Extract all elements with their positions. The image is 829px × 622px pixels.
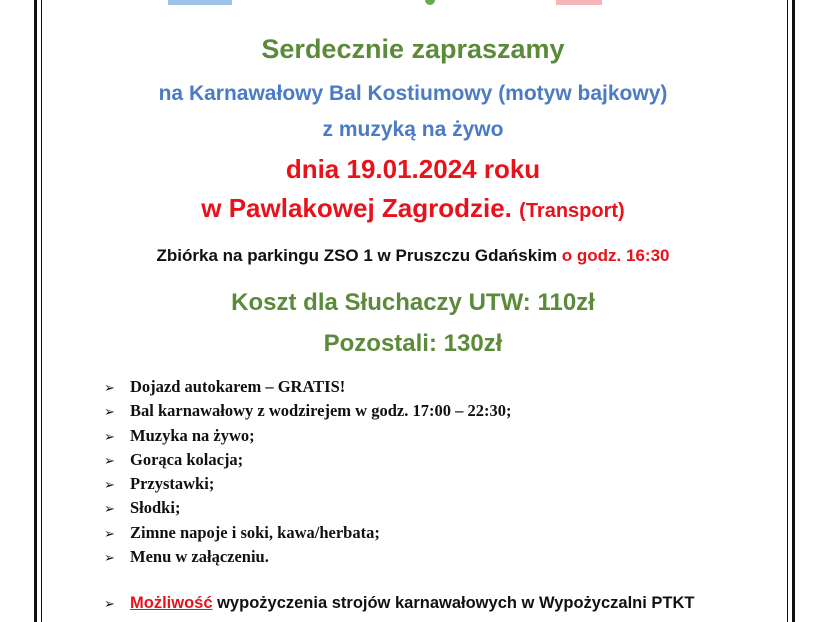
list-item [104, 424, 511, 448]
transport-note: (Transport) [519, 200, 625, 222]
event-name: na Karnawałowy Bal Kostiumowy (motyw bajkowy) [158, 82, 668, 105]
arrow-bullet-icon: ➢ [104, 551, 115, 567]
invitation-title: Serdecznie zapraszamy [261, 34, 565, 64]
list-item [104, 472, 511, 496]
music-line: z muzyką na żywo [322, 118, 504, 141]
rental-text: wypożyczenia strojów karnawałowych w Wypożyczalni PTKT [212, 594, 695, 612]
arrow-bullet-icon: ➢ [104, 381, 115, 396]
place-name: w Pawlakowej Zagrodzie. [201, 193, 512, 223]
cost-members: Koszt dla Słuchaczy UTW: 110zł [231, 289, 595, 316]
arrow-bullet-icon: ➢ [104, 597, 115, 612]
list-item-text: Zimne napoje i soki, kawa/herbata; [130, 522, 380, 542]
list-item [104, 375, 511, 399]
list-item-text: Słodki; [130, 498, 181, 518]
header-image-fragment-left [168, 0, 232, 5]
rental-highlight: Możliwość [130, 594, 213, 612]
list-item [104, 399, 511, 423]
list-item-text: Muzyka na żywo; [130, 425, 255, 445]
arrow-bullet-icon: ➢ [104, 429, 115, 445]
list-item-text: Dojazd autokarem – GRATIS! [130, 377, 346, 396]
header-image-fragment-center [425, 0, 435, 5]
event-date: dnia 19.01.2024 roku [285, 154, 541, 184]
list-item [104, 496, 511, 520]
list-item [104, 448, 511, 472]
list-item [104, 521, 511, 545]
cost-others: Pozostali: 130zł [323, 330, 503, 357]
costume-rental-note [104, 594, 695, 613]
list-item-text: Gorąca kolacja; [130, 449, 244, 469]
event-place [44, 193, 782, 224]
page-border-right [782, 0, 795, 622]
arrow-bullet-icon: ➢ [104, 502, 115, 518]
arrow-bullet-icon: ➢ [104, 526, 115, 542]
list-item-text: Przystawki; [130, 474, 215, 494]
list-item-text: Menu w załączeniu. [130, 547, 269, 567]
list-item-text: Bal karnawałowy z wodzirejem w godz. 17:00 – 22:30; [130, 401, 512, 421]
meeting-point [44, 246, 782, 266]
arrow-bullet-icon: ➢ [104, 405, 115, 421]
arrow-bullet-icon: ➢ [104, 478, 115, 494]
header-image-fragment-right [556, 0, 602, 5]
list-item [104, 545, 511, 569]
meeting-time: o godz. 16:30 [561, 246, 670, 265]
meeting-text: Zbiórka na parkingu ZSO 1 w Pruszczu Gdańskim [156, 246, 558, 265]
included-items-list [104, 375, 511, 569]
arrow-bullet-icon: ➢ [104, 453, 115, 469]
